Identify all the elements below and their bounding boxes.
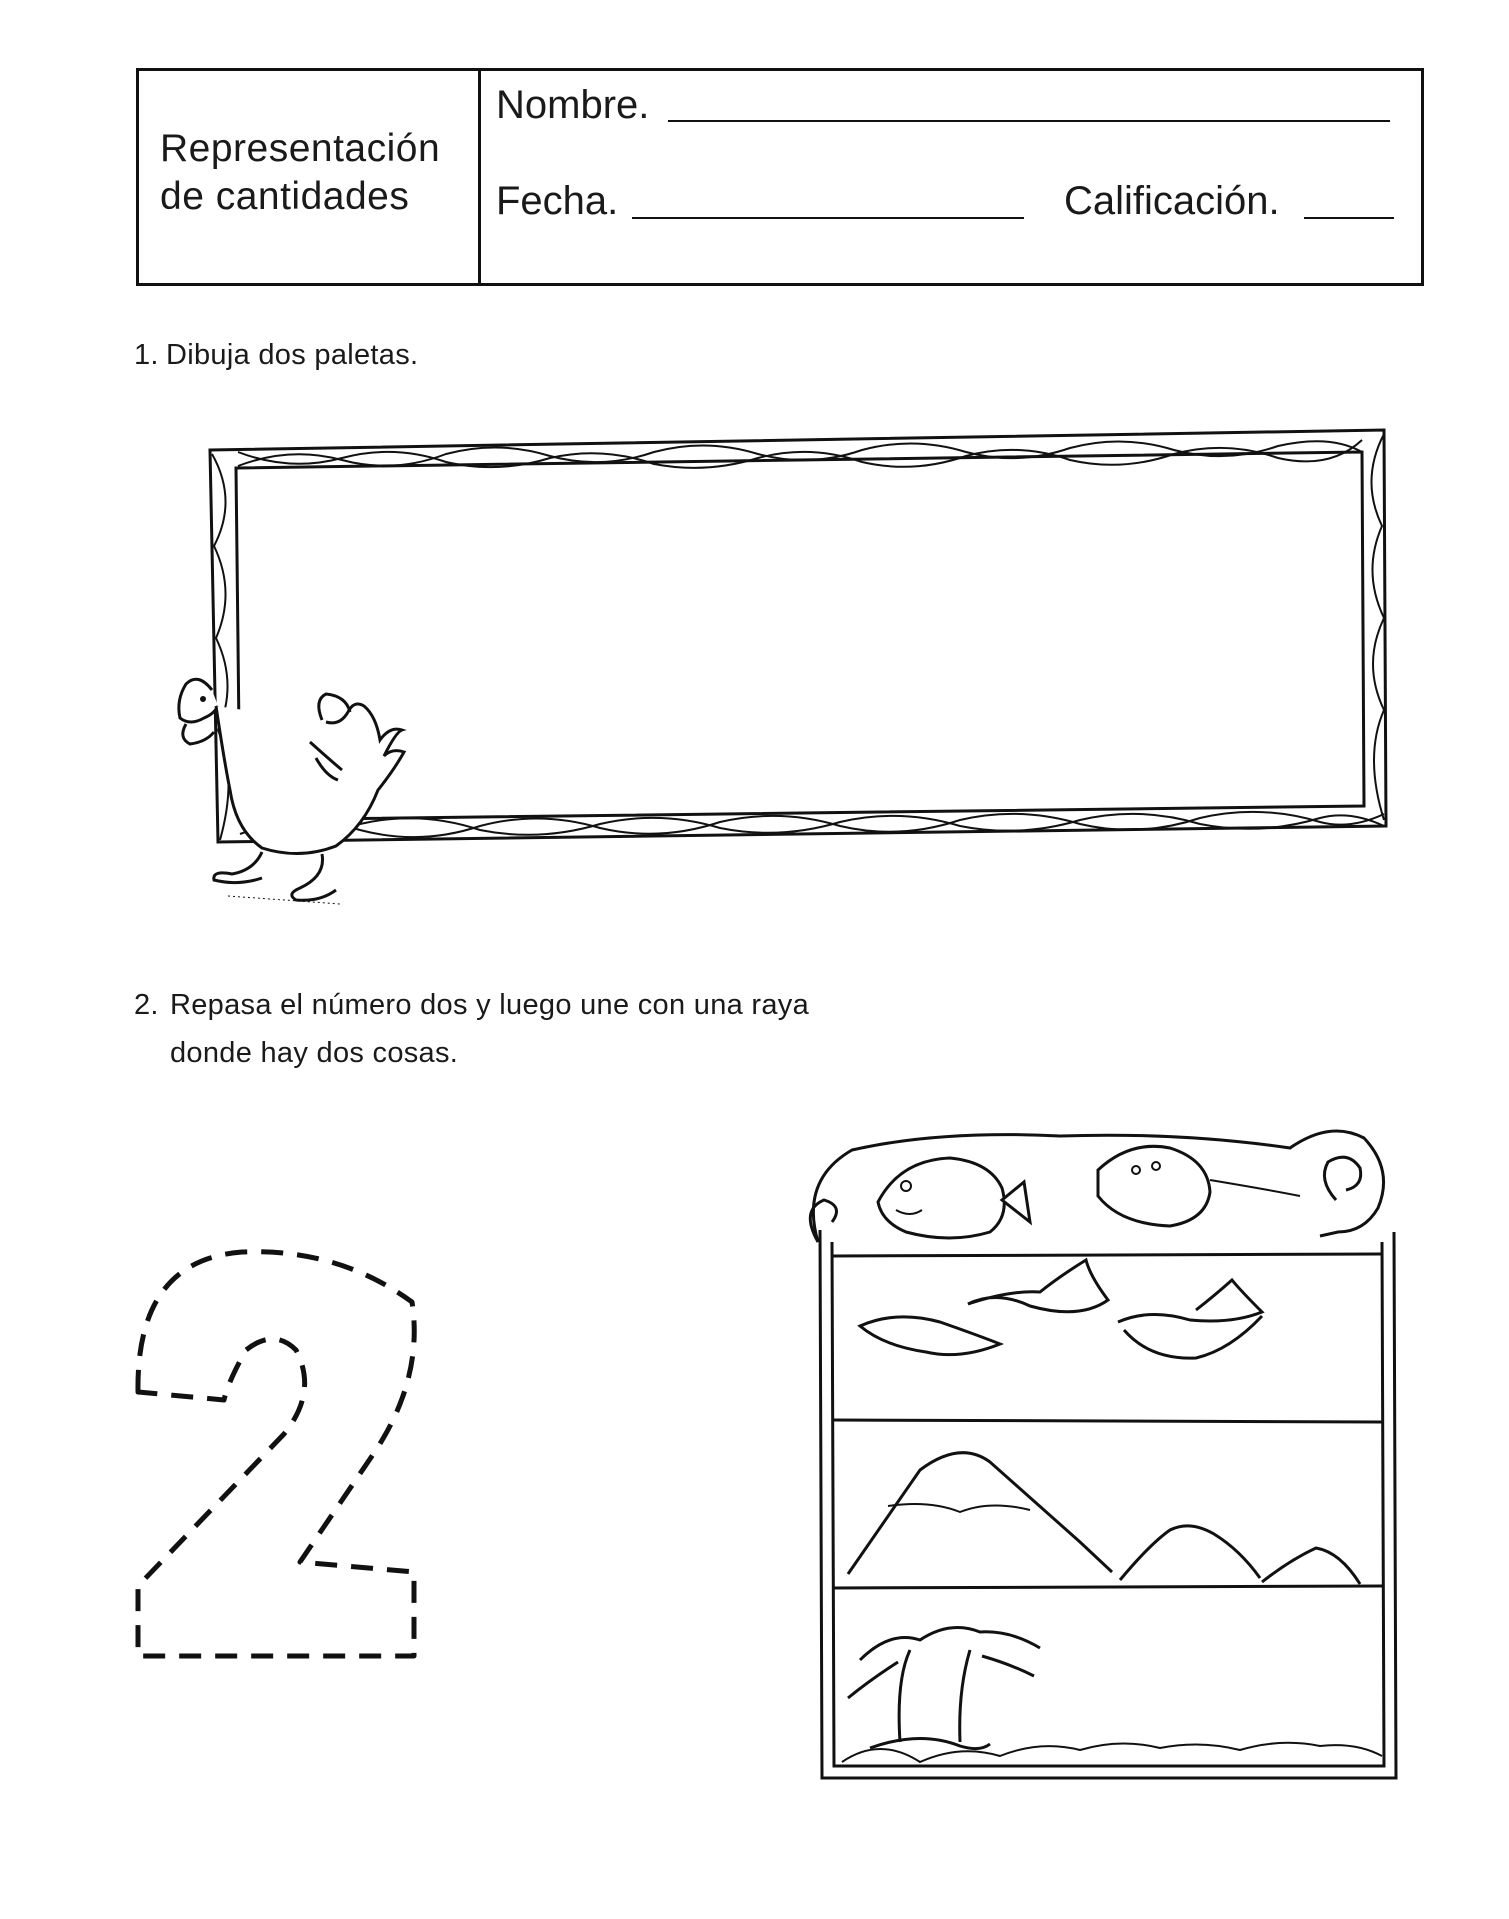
date-label: Fecha. [496,179,619,223]
name-label: Nombre. [496,83,650,127]
question-1-text: Dibuja dos paletas. [166,339,419,371]
question-2-text-line2: donde hay dos cosas. [170,1037,459,1069]
question-2-text-line1: Repasa el número dos y luego une con una raya [170,989,810,1021]
grade-label: Calificación. [1064,179,1280,223]
worksheet-title-line1: Representación [160,127,441,170]
worksheet-title-line2: de cantidades [160,175,410,218]
question-2-number: 2. [134,989,159,1021]
question-1-number: 1. [134,339,159,371]
